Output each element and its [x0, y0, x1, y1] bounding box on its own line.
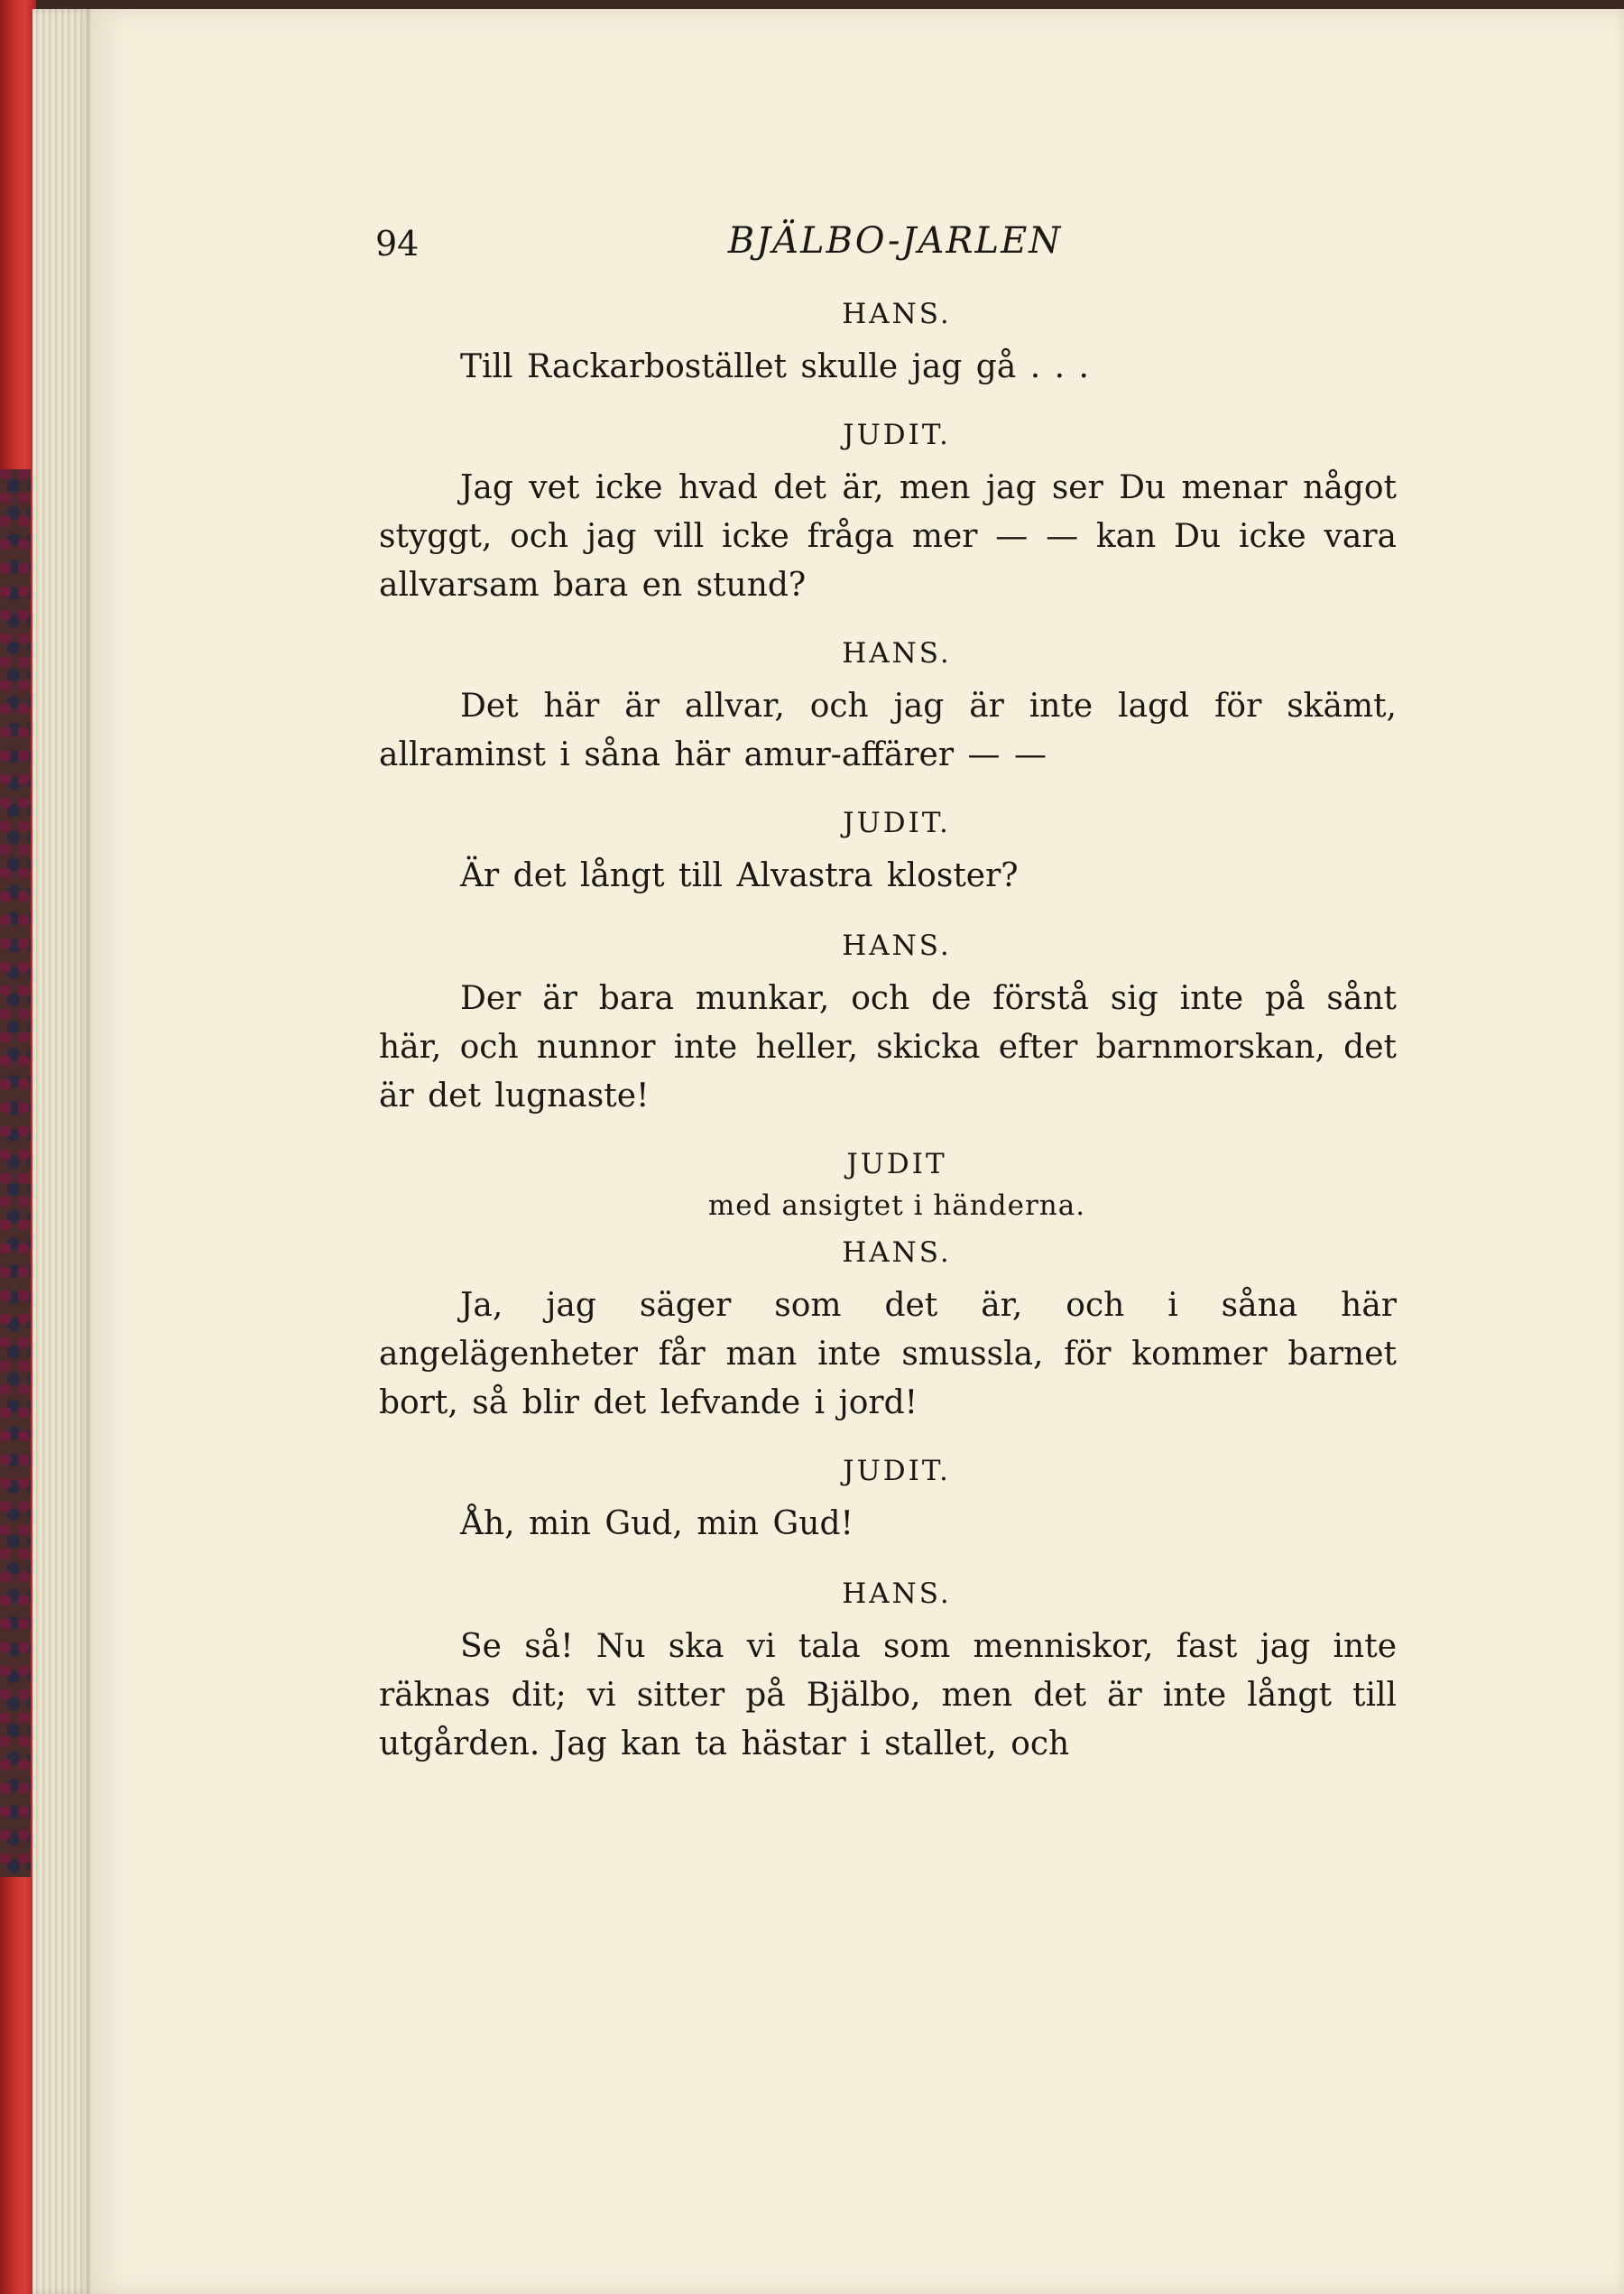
stage-direction: med ansigtet i händerna.: [707, 1189, 1086, 1222]
speaker-name: JUDIT: [846, 1148, 947, 1180]
play-text: [379, 294, 1397, 1792]
speaker-name: HANS.: [842, 298, 952, 330]
speech-text: Jag vet icke hvad det är, men jag ser Du menar något styggt, och jag vill icke fråga mer — — kan Du icke vara allvarsam bara en stund?: [379, 469, 1397, 604]
page-edges: [32, 9, 92, 2294]
speaker-name: HANS.: [842, 637, 952, 670]
speech-text: Ja, jag säger som det är, och i såna här angelägenheter får man inte smussla, för kommer barnet bort, så blir det lefvande i jord!: [379, 1287, 1397, 1421]
speech-text: Åh, min Gud, min Gud!: [460, 1505, 854, 1542]
page-number: 94: [375, 224, 420, 264]
speaker-name: HANS.: [842, 1236, 952, 1269]
speech-text: Är det långt till Alvastra kloster?: [460, 857, 1019, 894]
speech-text: Se så! Nu ska vi tala som menniskor, fast jag inte räknas dit; vi sitter på Bjälbo, men det är inte långt till utgården. Jag kan ta hästar i stallet, och: [379, 1628, 1397, 1762]
endpaper-pattern: [0, 469, 31, 1877]
page-header: [372, 217, 1400, 280]
speaker-name: HANS.: [842, 930, 952, 962]
speaker-name: JUDIT.: [843, 1455, 951, 1487]
speech-text: Der är bara munkar, och de förstå sig inte på sånt här, och nunnor inte heller, skicka efter barnmorskan, det är det lugnaste!: [379, 980, 1397, 1115]
speaker-name: JUDIT.: [843, 419, 951, 451]
speaker-name: HANS.: [842, 1577, 952, 1610]
running-title: BJÄLBO-JARLEN: [727, 220, 1063, 262]
speaker-name: JUDIT.: [843, 807, 951, 839]
speech-text: Det här är allvar, och jag är inte lagd för skämt, allraminst i såna här amur-affärer — —: [379, 688, 1397, 773]
speech-text: Till Rackarbostället skulle jag gå . . .: [460, 348, 1089, 385]
